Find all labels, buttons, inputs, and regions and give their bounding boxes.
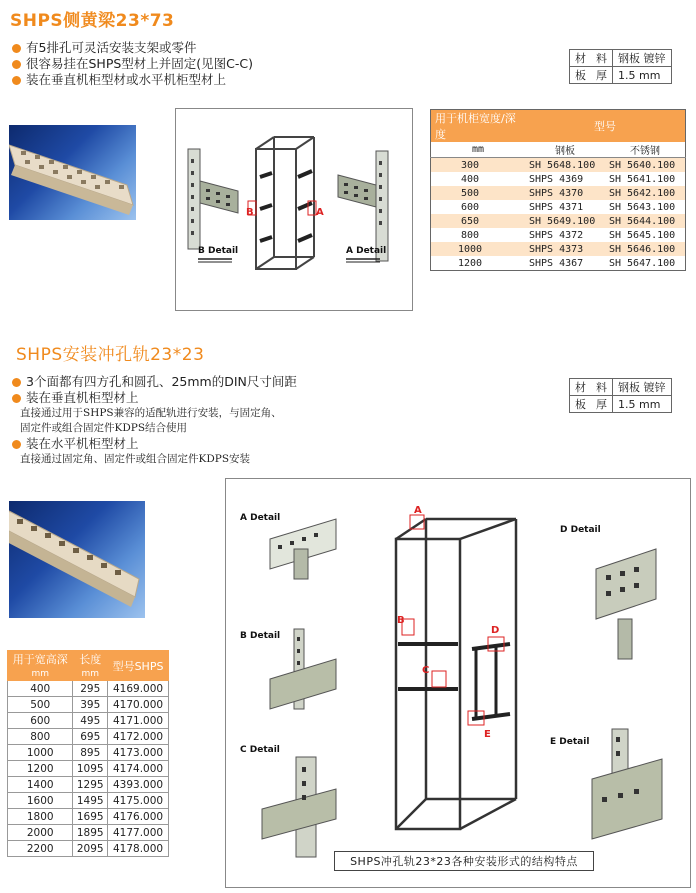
bullet-subtext: 直接通过固定角、固定件或组合固定件KDPS安装 bbox=[20, 453, 251, 465]
marker-e: E bbox=[484, 729, 491, 740]
bullet-item: 装在垂直机柜型材或水平机柜型材上 bbox=[12, 72, 253, 88]
table-cell: SH 5640.100 bbox=[605, 158, 686, 173]
table-cell: 2000 bbox=[8, 825, 73, 841]
table-cell: SH 5646.100 bbox=[605, 242, 686, 256]
table-cell: 2200 bbox=[8, 841, 73, 857]
table-cell: 1000 bbox=[431, 242, 526, 256]
cabinet-beam-drawing bbox=[176, 109, 412, 310]
table-cell: 400 bbox=[8, 681, 73, 697]
table-cell: 4177.000 bbox=[108, 825, 169, 841]
table-cell: 800 bbox=[460, 229, 480, 241]
section1-bullets bbox=[12, 40, 253, 88]
bullet-item: 很容易挂在SHPS型材上并固定(见图C-C) bbox=[12, 56, 253, 72]
table-cell: 295 bbox=[73, 681, 108, 697]
table-cell: 4178.000 bbox=[108, 841, 169, 857]
table-cell: 1000 bbox=[8, 745, 73, 761]
install-diagram-1 bbox=[175, 108, 413, 311]
table-cell: SH 5642.100 bbox=[605, 186, 686, 200]
table-cell: 4173.000 bbox=[108, 745, 169, 761]
product-photo-beam bbox=[9, 125, 136, 220]
table-cell: SH 5644.100 bbox=[605, 214, 686, 228]
table-cell: 1800 bbox=[8, 809, 73, 825]
spec-table-2: 材 料 钢板 镀锌 板 厚 1.5 mm bbox=[569, 378, 672, 413]
bullet-item: 3个面都有四方孔和圆孔、25mm的DIN尺寸间距 bbox=[12, 374, 297, 390]
section2-bullets bbox=[12, 374, 297, 467]
table-row bbox=[431, 158, 686, 173]
marker-b: B bbox=[397, 615, 405, 626]
detail-label-a: A Detail bbox=[240, 513, 281, 523]
model-table-2: 用于宽高深 长度 型号SHPS mm mm 400 295 4169.000 500 395 4170.000 600 495 4171.000 800 695 4172.000 1000 895 4173.000 1200 1095 4174.000 1400 1295 4393.000 1600 1495 4175.000 1800 1695 4176.000 2000 1895 4177.000 2200 2095 4178.000 bbox=[7, 650, 169, 857]
detail-label-d: D Detail bbox=[560, 525, 601, 535]
table-cell: SH 5647.100 bbox=[608, 257, 676, 269]
bullet-dot-icon bbox=[12, 440, 21, 449]
table-row bbox=[8, 697, 169, 713]
table-row bbox=[431, 228, 686, 242]
table-row bbox=[431, 256, 686, 271]
table-cell: 1295 bbox=[73, 777, 108, 793]
table-cell: SH 5641.100 bbox=[608, 173, 676, 185]
table-cell: 300 bbox=[431, 158, 526, 173]
table-cell: SHPS 4369 bbox=[529, 173, 584, 185]
bullet-dot-icon bbox=[12, 378, 21, 387]
table-row bbox=[431, 172, 686, 186]
table-cell: 2095 bbox=[73, 841, 108, 857]
bullet-item: 有5排孔可灵活安装支架或零件 bbox=[12, 40, 253, 56]
table-cell: 4169.000 bbox=[108, 681, 169, 697]
table-cell: SHPS 4373 bbox=[525, 242, 605, 256]
table-cell: SHPS 4370 bbox=[525, 186, 605, 200]
table-row bbox=[8, 809, 169, 825]
bullet-dot-icon bbox=[12, 76, 21, 85]
spec-table-1: 材 料 钢板 镀锌 板 厚 1.5 mm bbox=[569, 49, 672, 84]
table-header: 长度 bbox=[73, 651, 108, 668]
table-cell: SHPS 4367 bbox=[529, 257, 584, 269]
table-row bbox=[8, 713, 169, 729]
detail-label-b: B Detail bbox=[198, 246, 239, 256]
bullet-item: 装在水平机柜型材上 bbox=[12, 436, 297, 452]
table-cell: 500 bbox=[8, 697, 73, 713]
table-cell: 1600 bbox=[8, 793, 73, 809]
table-cell: 4176.000 bbox=[108, 809, 169, 825]
bullet-item: 装在垂直机柜型材上 bbox=[12, 390, 297, 406]
table-cell: 1095 bbox=[73, 761, 108, 777]
marker-a: A bbox=[414, 505, 422, 516]
table-row bbox=[431, 200, 686, 214]
table-cell: 495 bbox=[73, 713, 108, 729]
product-photo-rail bbox=[9, 501, 145, 618]
table-cell: 500 bbox=[431, 186, 526, 200]
table-row bbox=[8, 681, 169, 697]
table-row bbox=[8, 745, 169, 761]
table-row bbox=[8, 729, 169, 745]
detail-label-a: A Detail bbox=[346, 246, 387, 256]
detail-label-e: E Detail bbox=[550, 737, 590, 747]
table-cell: 1695 bbox=[73, 809, 108, 825]
marker-d: D bbox=[491, 625, 500, 636]
install-diagram-2 bbox=[225, 478, 691, 888]
diagram-caption: SHPS冲孔轨23*23各种安装形式的结构特点 bbox=[334, 851, 594, 871]
bullet-dot-icon bbox=[12, 44, 21, 53]
table-row bbox=[8, 825, 169, 841]
table-cell: SH 5649.100 bbox=[525, 214, 605, 228]
beam-photo-icon bbox=[9, 125, 136, 220]
table-cell: 4175.000 bbox=[108, 793, 169, 809]
table-cell: 395 bbox=[73, 697, 108, 713]
table-row bbox=[431, 242, 686, 256]
table-cell: SH 5645.100 bbox=[608, 229, 676, 241]
model-table-1: 用于机柜宽度/深度 型号 mm 钢板 不锈钢 300 SH 5648.100 SH 5640.100 400 SHPS 4369 SH 5641.100 500 SHPS 4370 SH 5642.100 600 SHPS 4371 SH 5643.100 650 SH 5649.100 SH 5644.100 800 SHPS 4372 SH 5645.100 1000 SHPS 4373 SH 5646.100 1200 SHPS 4367 SH 5647.100 bbox=[430, 109, 686, 271]
table-cell: 895 bbox=[73, 745, 108, 761]
bullet-subtext: 直接通过用于SHPS兼容的适配轨进行安装，与固定角、 bbox=[20, 407, 282, 419]
table-cell: 4393.000 bbox=[108, 777, 169, 793]
table-cell: 4174.000 bbox=[108, 761, 169, 777]
bullet-subtext: 固定件或组合固定件KDPS结合使用 bbox=[20, 422, 188, 434]
table-cell: 600 bbox=[460, 201, 480, 213]
table-cell: 600 bbox=[8, 713, 73, 729]
rail-photo-icon bbox=[9, 501, 145, 618]
table-header: 型号SHPS bbox=[108, 651, 169, 681]
table-row bbox=[8, 793, 169, 809]
table-header: 型号 bbox=[594, 120, 616, 133]
table-cell: 1895 bbox=[73, 825, 108, 841]
detail-label-c: C Detail bbox=[240, 745, 280, 755]
table-cell: 4172.000 bbox=[108, 729, 169, 745]
table-row bbox=[431, 186, 686, 200]
table-cell: 1495 bbox=[73, 793, 108, 809]
cabinet-rail-drawing bbox=[226, 479, 690, 887]
detail-label-b: B Detail bbox=[240, 631, 281, 641]
marker-c: C bbox=[422, 665, 430, 676]
table-row bbox=[8, 761, 169, 777]
table-header: 用于机柜宽度/深度 bbox=[435, 112, 516, 141]
table-cell: SH 5648.100 bbox=[525, 158, 605, 173]
table-row bbox=[431, 214, 686, 228]
table-cell: SHPS 4371 bbox=[529, 201, 584, 213]
table-cell: 1200 bbox=[8, 761, 73, 777]
marker-b: B bbox=[246, 207, 254, 218]
table-cell: 400 bbox=[460, 173, 480, 185]
table-cell: 4170.000 bbox=[108, 697, 169, 713]
marker-a: A bbox=[316, 207, 324, 218]
table-cell: 695 bbox=[73, 729, 108, 745]
table-cell: 650 bbox=[431, 214, 526, 228]
table-cell: 4171.000 bbox=[108, 713, 169, 729]
table-header: 用于宽高深 bbox=[8, 651, 73, 668]
table-row bbox=[8, 777, 169, 793]
table-cell: 1200 bbox=[457, 257, 483, 269]
table-cell: 800 bbox=[8, 729, 73, 745]
section2-title: SHPS安装冲孔轨23*23 bbox=[16, 345, 205, 365]
table-cell: SHPS 4372 bbox=[529, 229, 584, 241]
bullet-dot-icon bbox=[12, 394, 21, 403]
table-cell: SH 5643.100 bbox=[608, 201, 676, 213]
table-cell: 1400 bbox=[8, 777, 73, 793]
table-row bbox=[8, 841, 169, 857]
section1-title: SHPS侧黄梁23*73 bbox=[10, 11, 175, 31]
bullet-dot-icon bbox=[12, 60, 21, 69]
